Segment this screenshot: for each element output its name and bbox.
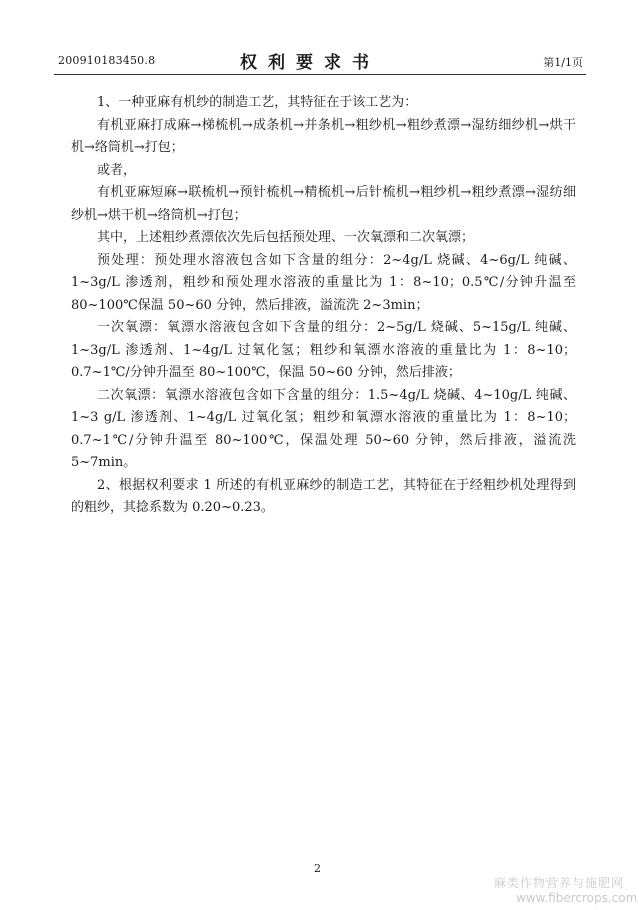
claims-body (71, 92, 576, 520)
claim-1-intro: 1、一种亚麻有机纱的制造工艺，其特征在于该工艺为： (97, 95, 418, 110)
alternative-connector: 或者， (97, 162, 137, 178)
header-divider (54, 74, 586, 75)
pretreatment-step: 预处理：预处理水溶液包含如下含量的组分：2~4g/L 烧碱、4~6g/L 纯碱、1~3g/L 渗透剂，粗纱和预处理水溶液的重量比为 1：8~10；0.5℃/分钟升温至 80~100℃保温 50~60 分钟，然后排液，溢流洗 2~3min； (71, 252, 576, 313)
watermark-url: www.fibercrops.com (516, 891, 638, 905)
watermark-site-name: 麻类作物营养与施肥网 (494, 876, 625, 890)
scouring-overview: 其中，上述粗纱煮漂依次先后包括预处理、一次氧漂和二次氧漂； (97, 230, 475, 245)
document-header (0, 48, 639, 72)
second-oxygen-bleach-step: 二次氧漂：氧漂水溶液包含如下含量的组分：1.5~4g/L 烧碱、4~10g/L 纯碱、1~3 g/L 渗透剂、1~4g/L 过氧化氢；粗纱和氧漂水溶液的重量比为 1：8~10；0.7~1℃/分钟升温至 80~100℃，保温处理 50~60 分钟，然后排液，溢流洗 5~7min。 (71, 387, 576, 470)
first-oxygen-bleach-step: 一次氧漂：氧漂水溶液包含如下含量的组分：2~5g/L 烧碱、5~15g/L 纯碱、1~3g/L 渗透剂、1~4g/L 过氧化氢；粗纱和氧漂水溶液的重量比为 1：8~10；0.7~1℃/分钟升温至 80~100℃，保温 50~60 分钟，然后排液； (71, 320, 576, 380)
process-route-2: 有机亚麻短麻→联梳机→预针梳机→精梳机→后针梳机→粗纱机→粗纱煮漂→湿纺细纱机→烘干机→络筒机→打包； (71, 185, 576, 223)
process-route-1: 有机亚麻打成麻→梯梳机→成条机→并条机→粗纱机→粗纱煮漂→湿纺细纱机→烘干机→络筒机→打包； (71, 117, 576, 155)
page-indicator: 第1/1页 (543, 56, 583, 69)
site-watermark (494, 876, 637, 906)
page-number: 2 (314, 862, 321, 875)
claim-2: 2、根据权利要求 1 所述的有机亚麻纱的制造工艺，其特征在于经粗纱机处理得到的粗纱，其捻系数为 0.20~0.23。 (71, 477, 576, 515)
document-title: 权利要求书 (240, 53, 380, 73)
application-number: 200910183450.8 (58, 54, 156, 67)
